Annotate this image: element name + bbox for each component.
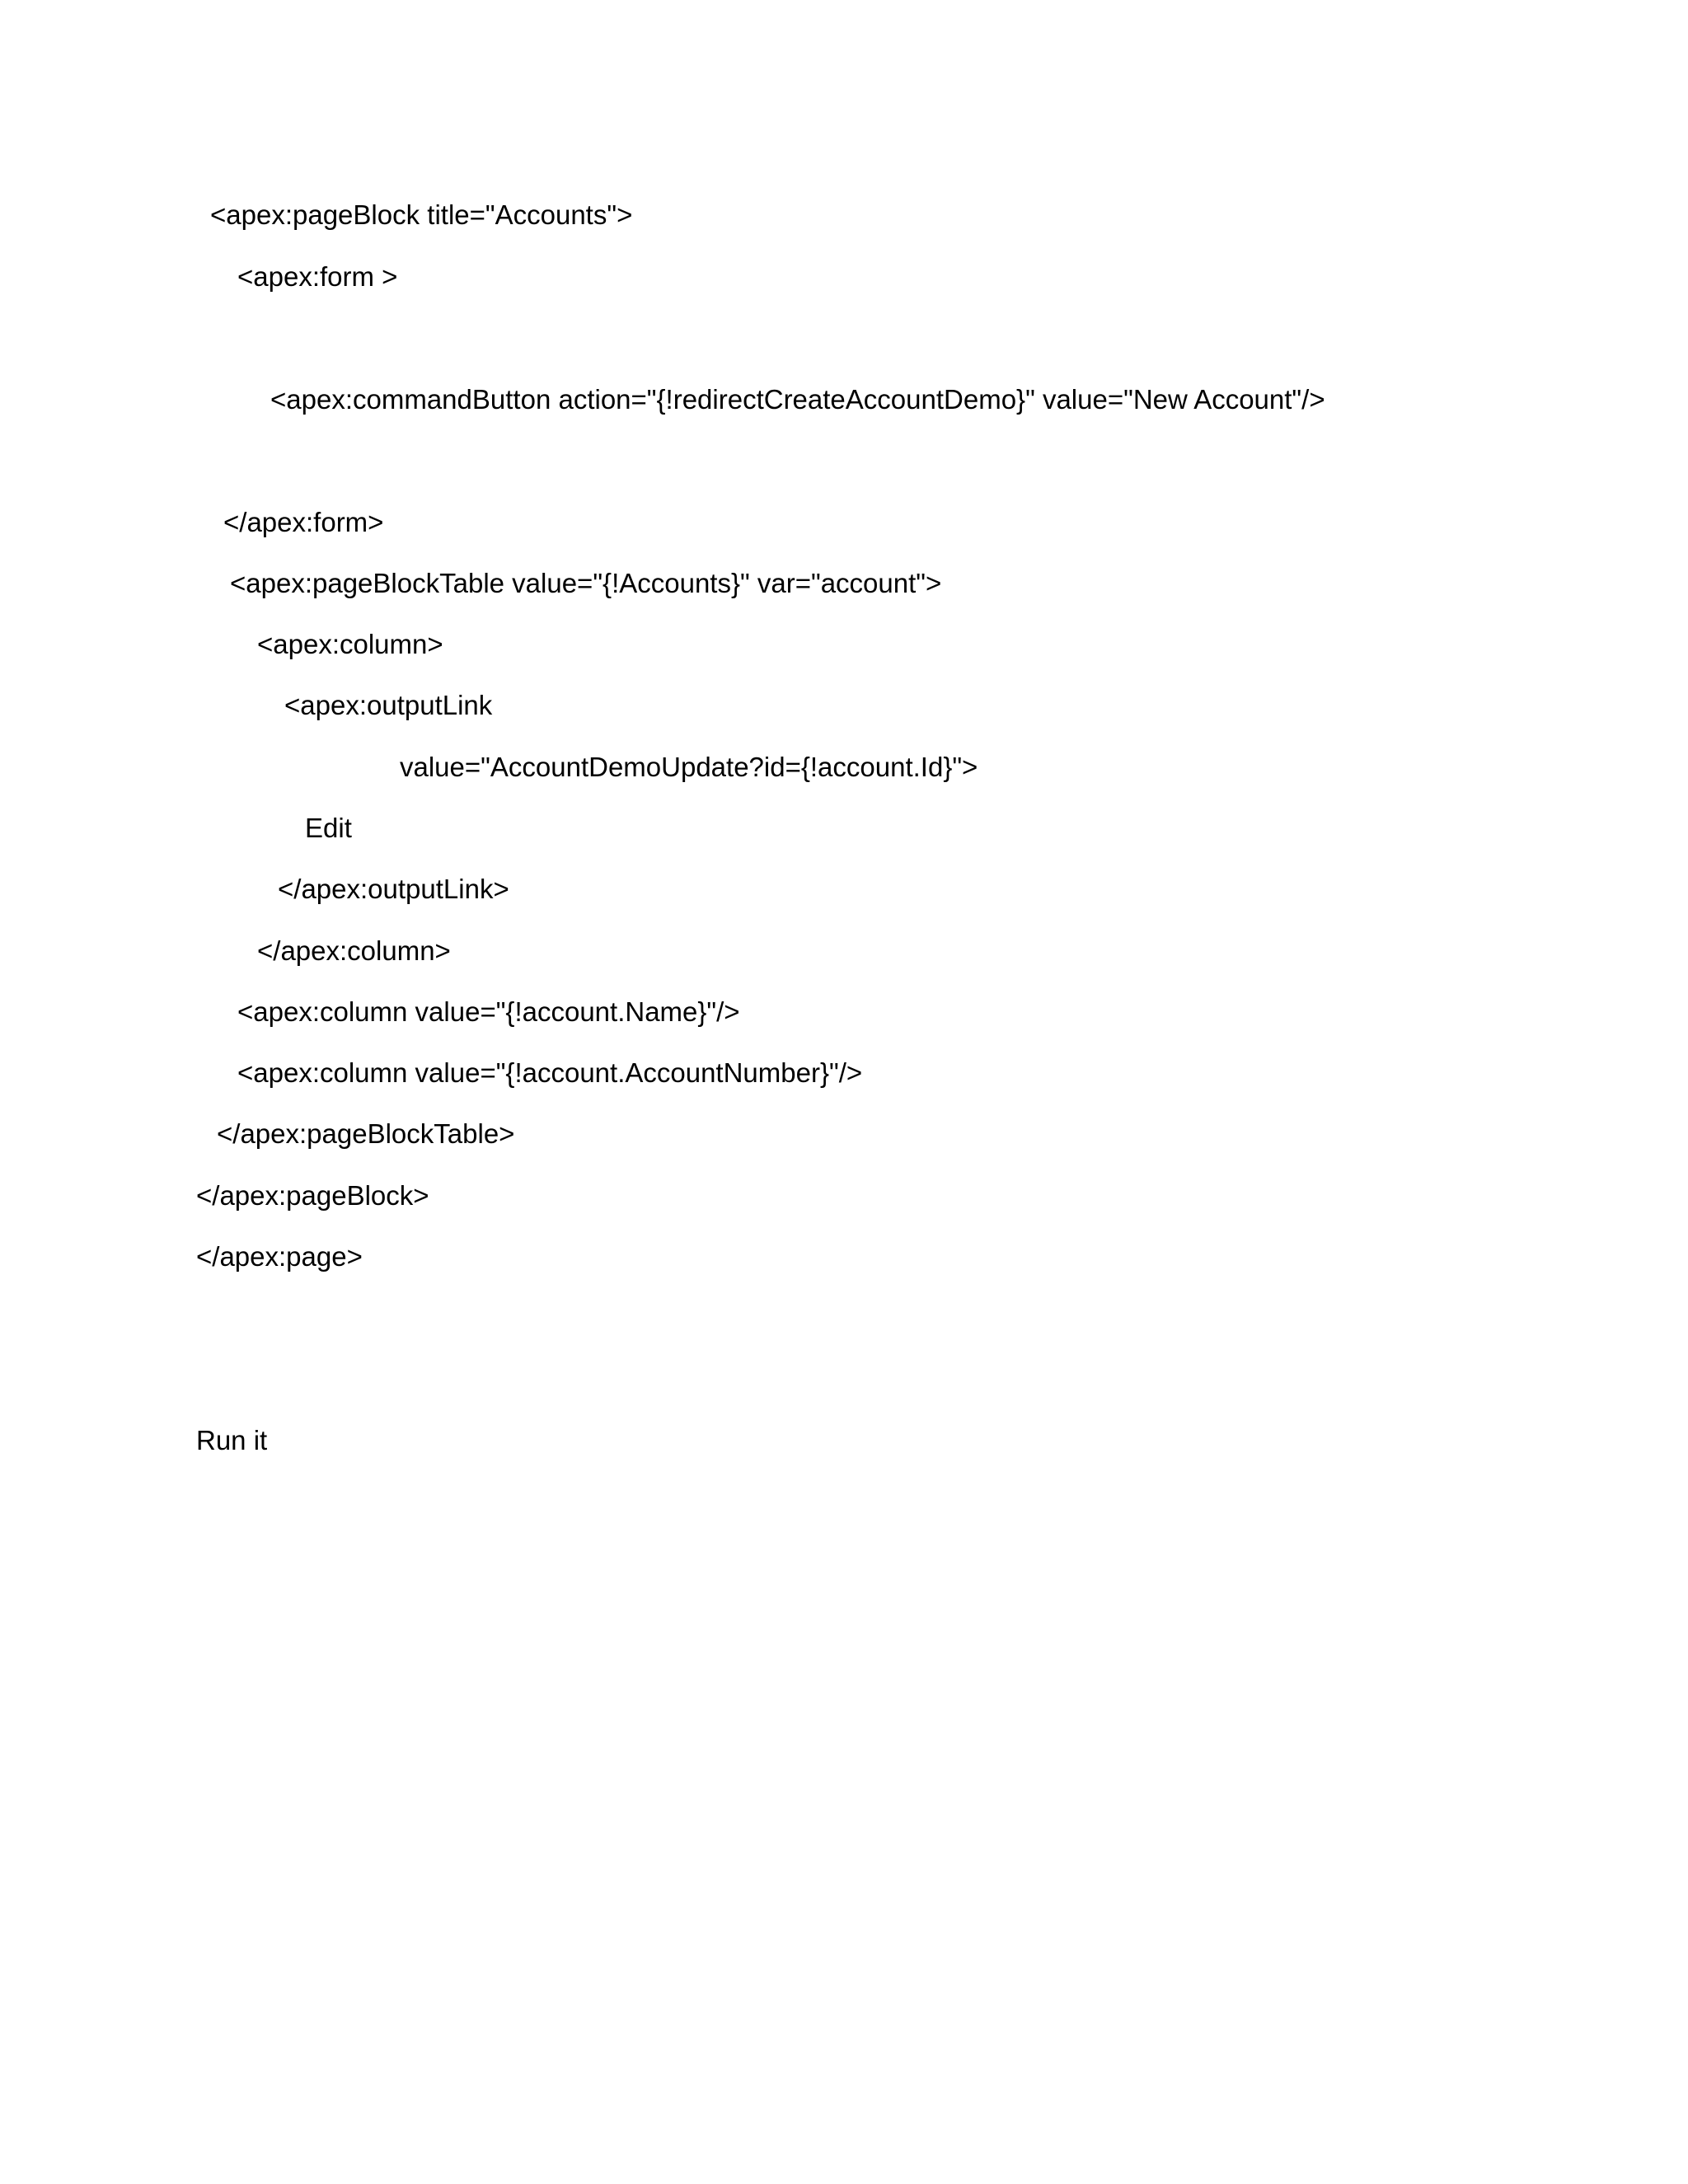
code-line-form-close: </apex:form> (223, 507, 384, 537)
code-line-column-close: </apex:column> (257, 935, 451, 966)
code-line-outputlink-close: </apex:outputLink> (278, 874, 509, 904)
code-line-outputlink-open: <apex:outputLink (284, 690, 493, 720)
code-line-edit: Edit (305, 813, 352, 843)
code-line-pageblock-close: </apex:pageBlock> (196, 1180, 429, 1211)
code-line-pageblocktable-open: <apex:pageBlockTable value="{!Accounts}" var="account"> (230, 568, 942, 598)
code-line-form-open: <apex:form > (237, 261, 398, 292)
code-line-pageblock-open: <apex:pageBlock title="Accounts"> (210, 199, 633, 230)
code-line-page-close: </apex:page> (196, 1241, 363, 1272)
code-line-command-button: <apex:commandButton action="{!redirectCreateAccountDemo}" value="New Account"/> (270, 384, 1325, 415)
code-line-outputlink-value: value="AccountDemoUpdate?id={!account.Id}"> (400, 752, 978, 782)
code-line-pageblocktable-close: </apex:pageBlockTable> (217, 1118, 515, 1149)
run-it-text: Run it (196, 1425, 268, 1455)
code-line-column-open: <apex:column> (257, 629, 443, 659)
code-line-column-name: <apex:column value="{!account.Name}"/> (237, 996, 740, 1027)
code-line-column-accountnumber: <apex:column value="{!account.AccountNumber}"/> (237, 1057, 863, 1088)
